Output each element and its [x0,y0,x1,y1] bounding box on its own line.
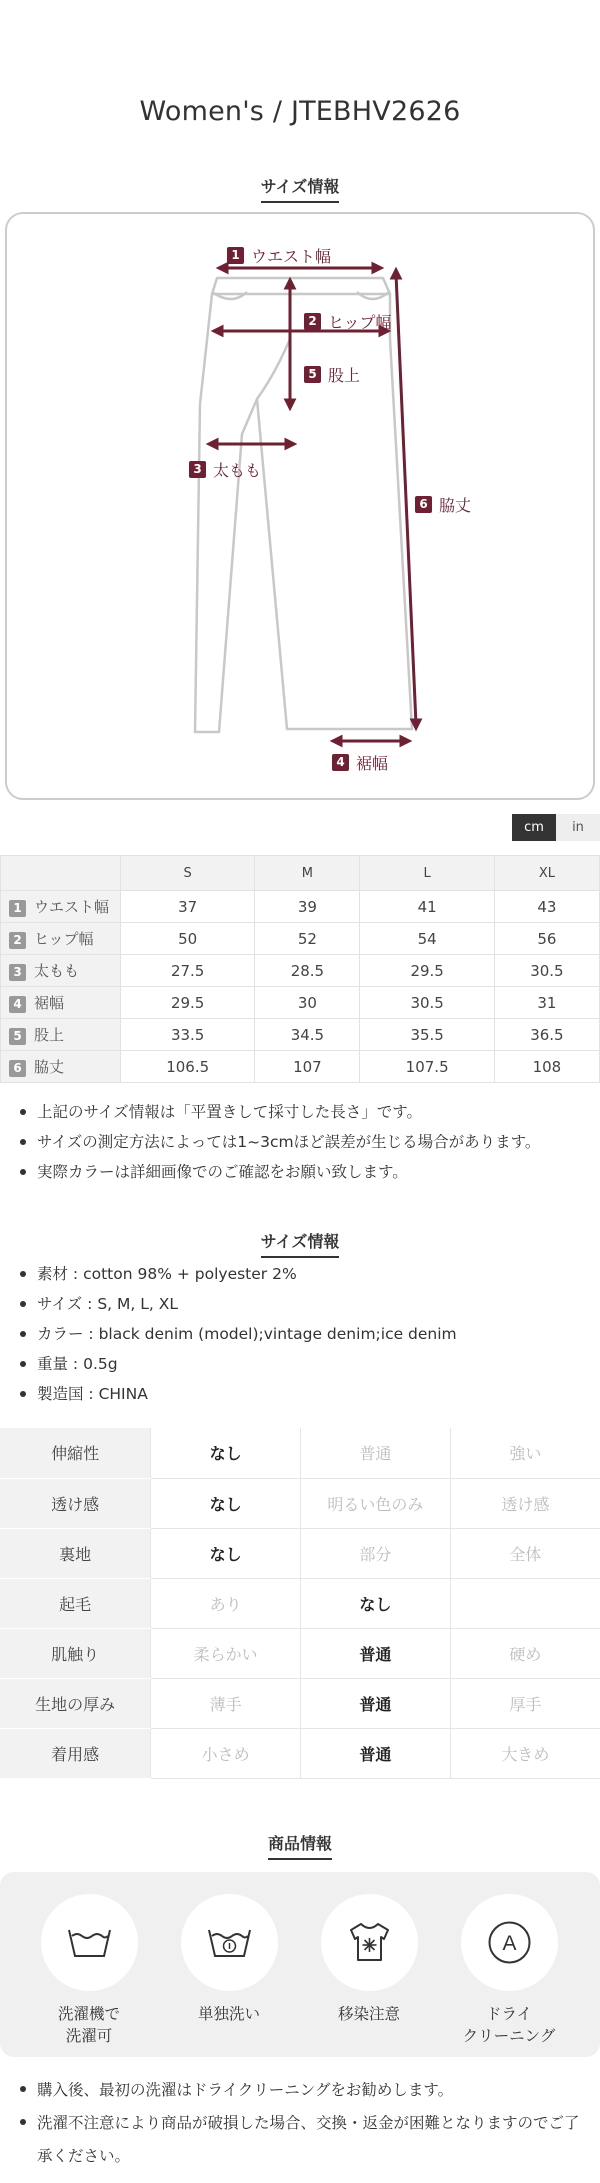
table-cell: 30 [255,987,360,1019]
size-table-header-row [1,856,600,891]
row-label: 4 裾幅 [1,987,121,1019]
attribute-option: 小さめ [151,1728,301,1778]
table-cell: 108 [494,1051,599,1083]
table-cell: 31 [494,987,599,1019]
table-cell: 35.5 [360,1019,494,1051]
table-cell: 39 [255,891,360,923]
table-cell: 56 [494,923,599,955]
diagram-label-waist: 1 ウエスト幅 [227,244,331,267]
size-table-corner [1,856,121,891]
pants-illustration [7,214,597,802]
attribute-option: 全体 [450,1528,600,1578]
table-row [1,1019,600,1051]
attribute-name: 生地の厚み [0,1678,151,1728]
list-item: 上記のサイズ情報は「平置きして採寸した長さ」です。 [18,1097,588,1127]
list-item: カラー : black denim (model);vintage denim;ice denim [18,1319,588,1349]
size-info-heading: サイズ情報 [0,174,600,203]
attribute-option: 明るい色のみ [300,1478,450,1528]
care-item-wash-separately: 単独洗い [179,1894,279,2025]
attribute-option: 普通 [300,1678,450,1728]
care-item-dry-clean: A ドライ クリーニング [459,1894,559,2047]
list-item: サイズの測定方法によっては1~3cmほど誤差が生じる場合があります。 [18,1127,588,1157]
attribute-option: あり [151,1578,301,1628]
table-cell: 36.5 [494,1019,599,1051]
attribute-option: 普通 [300,1628,450,1678]
diagram-label-outseam: 6 脇丈 [415,493,471,516]
row-label: 5 股上 [1,1019,121,1051]
attribute-option: 厚手 [450,1678,600,1728]
attribute-name: 肌触り [0,1628,151,1678]
machine-wash-icon [41,1894,138,1991]
table-row [1,955,600,987]
spec-heading: サイズ情報 [0,1229,600,1258]
table-cell: 37 [121,891,255,923]
list-item: 購入後、最初の洗濯はドライクリーニングをお勧めします。 [18,2074,588,2107]
table-cell: 27.5 [121,955,255,987]
svg-text:A: A [501,1932,517,1955]
table-cell: 106.5 [121,1051,255,1083]
size-header-l: L [360,856,494,891]
fabric-attribute-table [0,1428,600,1779]
table-row [0,1528,600,1578]
attribute-name: 着用感 [0,1728,151,1778]
list-item: 洗濯不注意により商品が破損した場合、交換・返金が困難となりますのでご了承ください。 [18,2107,588,2173]
size-table [0,855,600,1083]
list-item: 実際カラーは詳細画像でのご確認をお願い致します。 [18,1157,588,1187]
table-cell: 43 [494,891,599,923]
table-row [0,1678,600,1728]
list-item: サイズ : S, M, L, XL [18,1289,588,1319]
attribute-option: なし [151,1428,301,1478]
attribute-name: 起毛 [0,1578,151,1628]
care-panel [0,1872,600,2057]
care-notes [18,2074,588,2173]
attribute-option: なし [151,1478,301,1528]
dry-clean-icon [461,1894,558,1991]
table-cell: 34.5 [255,1019,360,1051]
attribute-option: 柔らかい [151,1628,301,1678]
attribute-option: 部分 [300,1528,450,1578]
attribute-option: 強い [450,1428,600,1478]
table-row [1,923,600,955]
size-header-s: S [121,856,255,891]
diagram-label-rise: 5 股上 [304,363,360,386]
table-row [0,1728,600,1778]
table-row [0,1478,600,1528]
table-cell: 41 [360,891,494,923]
diagram-label-hem: 4 裾幅 [332,751,388,774]
table-cell: 30.5 [360,987,494,1019]
attribute-name: 伸縮性 [0,1428,151,1478]
attribute-option: なし [300,1578,450,1628]
attribute-option: 薄手 [151,1678,301,1728]
attribute-option: 普通 [300,1728,450,1778]
attribute-option: 硬め [450,1628,600,1678]
table-cell: 107.5 [360,1051,494,1083]
table-cell: 33.5 [121,1019,255,1051]
row-label: 3 太もも [1,955,121,987]
size-header-m: M [255,856,360,891]
table-row [1,987,600,1019]
unit-cm-button[interactable]: cm [512,814,556,841]
diagram-label-hip: 2 ヒップ幅 [304,310,392,333]
care-item-color-transfer: 移染注意 [319,1894,419,2025]
attribute-option [450,1578,600,1628]
attribute-name: 透け感 [0,1478,151,1528]
attribute-option: なし [151,1528,301,1578]
row-label: 2 ヒップ幅 [1,923,121,955]
unit-toggle [512,814,600,841]
size-header-xl: XL [494,856,599,891]
attribute-name: 裏地 [0,1528,151,1578]
list-item: 重量 : 0.5g [18,1349,588,1379]
care-item-machine-wash: 洗濯機で 洗濯可 [39,1894,139,2047]
table-cell: 52 [255,923,360,955]
table-cell: 29.5 [121,987,255,1019]
table-cell: 50 [121,923,255,955]
table-row [0,1628,600,1678]
table-row [0,1428,600,1478]
color-transfer-icon [321,1894,418,1991]
spec-list [18,1259,588,1409]
row-label: 1 ウエスト幅 [1,891,121,923]
size-diagram [5,212,595,800]
diagram-label-thigh: 3 太もも [189,458,261,481]
attribute-option: 透け感 [450,1478,600,1528]
table-row [0,1578,600,1628]
page-title: Women's / JTEBHV2626 [139,96,461,127]
wash-separately-icon [181,1894,278,1991]
table-row [1,891,600,923]
size-notes [18,1097,588,1187]
table-cell: 107 [255,1051,360,1083]
list-item: 製造国 : CHINA [18,1379,588,1409]
table-cell: 28.5 [255,955,360,987]
product-info-heading: 商品情報 [0,1831,600,1860]
table-row [1,1051,600,1083]
unit-in-button[interactable]: in [556,814,600,841]
table-cell: 29.5 [360,955,494,987]
list-item: 素材 : cotton 98% + polyester 2% [18,1259,588,1289]
attribute-option: 普通 [300,1428,450,1478]
attribute-option: 大きめ [450,1728,600,1778]
table-cell: 54 [360,923,494,955]
row-label: 6 脇丈 [1,1051,121,1083]
table-cell: 30.5 [494,955,599,987]
